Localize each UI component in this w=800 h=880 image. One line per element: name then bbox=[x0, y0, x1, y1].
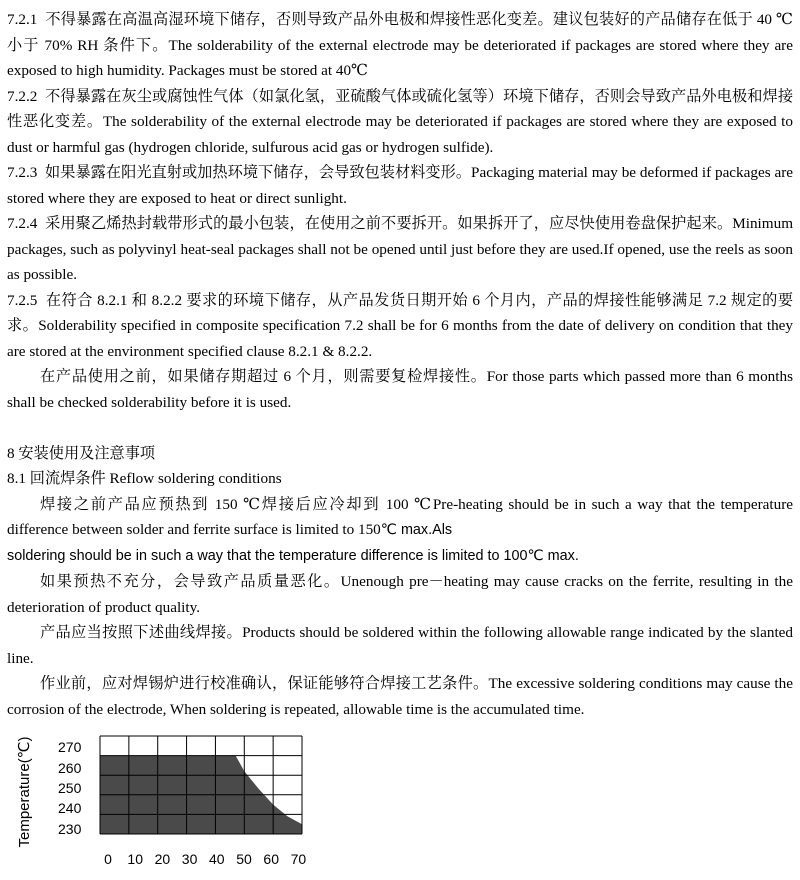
preheat-warning: 如果预热不充分，会导致产品质量恶化。Unenough pre－heating may cause cracks on the ferrite, resulting in the deterioration of product quality. bbox=[7, 573, 793, 616]
y-tick-label: 240 bbox=[58, 800, 82, 816]
clause-text: 采用聚乙烯热封载带形式的最小包装，在使用之前不要拆开。如果拆开了，应尽快使用卷盘保护起来。Minimum packages, such as polyvinyl heat-seal packages shall not be opened until just before they are used.If opened, use the reels as soon as possible. bbox=[7, 215, 794, 283]
y-tick-label: 270 bbox=[58, 739, 82, 755]
section-8-1-heading: 8.1 回流焊条件 Reflow soldering conditions bbox=[7, 470, 282, 487]
calibration-note: 作业前，应对焊锡炉进行校准确认，保证能够符合焊接工艺条件。The excessive soldering conditions may cause the corrosion of the electrode, When soldering is repeated, allowable time is the accumulated time. bbox=[7, 675, 793, 718]
x-tick-label: 10 bbox=[127, 851, 143, 867]
x-tick-label: 60 bbox=[263, 851, 279, 867]
clause-number: 7.2.5 bbox=[7, 291, 38, 309]
clause-7-2-2 bbox=[7, 84, 793, 161]
clause-number: 7.2.3 bbox=[7, 164, 38, 181]
x-tick-label: 40 bbox=[209, 851, 225, 867]
preheat-text: 焊接之前产品应预热到 150 ℃焊接后应冷却到 100 ℃Pre-heating should be in such a way that the temperature difference between solder and ferrite surface is limited to 150 bbox=[7, 495, 793, 538]
clause-number: 7.2.4 bbox=[7, 215, 38, 232]
y-tick-label: 250 bbox=[58, 780, 82, 796]
y-tick-label: 260 bbox=[58, 760, 82, 776]
clause-7-2-3 bbox=[7, 160, 793, 211]
clause-7-2-5 bbox=[7, 288, 793, 365]
section-8-heading: 8 安装使用及注意事项 bbox=[7, 444, 156, 462]
preheat-paragraph-cont: soldering should be in such a way that the temperature difference is limited to 100℃ max. bbox=[7, 547, 579, 564]
y-tick-labels bbox=[58, 739, 82, 837]
clause-7-2-4 bbox=[7, 211, 793, 288]
x-tick-label: 50 bbox=[236, 851, 252, 867]
preheat-text-tail: ℃ max.Als bbox=[380, 522, 453, 538]
curve-instruction: 产品应当按照下述曲线焊接。Products should be soldered within the following allowable range indicated by the slanted line. bbox=[7, 624, 793, 667]
x-tick-labels bbox=[104, 851, 306, 867]
storage-note: 在产品使用之前，如果储存期超过 6 个月，则需要复检焊接性。For those parts which passed more than 6 months shall be checked solderability before it is used. bbox=[7, 368, 793, 411]
x-tick-label: 20 bbox=[154, 851, 171, 867]
x-tick-label: 0 bbox=[104, 851, 112, 867]
clause-text: 不得暴露在高温高湿环境下储存，否则导致产品外电极和焊接性恶化变差。建议包装好的产品储存在低于 40 ℃小于 70% RH 条件下。The solderability of the external electrode may be deteriorated if packages are stored where they are exposed to high humidity. Packages must be stored at 40℃ bbox=[7, 11, 793, 79]
y-axis-label: Temperature(℃) bbox=[16, 736, 33, 848]
x-tick-label: 30 bbox=[181, 851, 198, 867]
y-tick-label: 230 bbox=[58, 821, 82, 837]
clause-7-2-1 bbox=[7, 7, 793, 84]
clause-text: 不得暴露在灰尘或腐蚀性气体（如氯化氢，亚硫酸气体或硫化氢等）环境下储存，否则会导致产品外电极和焊接性恶化变差。The solderability of the external electrode may be deteriorated if packages are stored where they are exposed to dust or harmful gas (hydrogen chloride, sulfurous acid gas or hydrogen sulfide). bbox=[7, 87, 794, 156]
clause-text: 在符合 8.2.1 和 8.2.2 要求的环境下储存，从产品发货日期开始 6 个月内，产品的焊接性能够满足 7.2 规定的要求。Solderability specified in composite specification 7.2 shall be for 6 months from the date of delivery on condition that they are stored at the environment specified clause 8.2.1 & 8.2.2. bbox=[7, 291, 794, 360]
clause-text: 如果暴露在阳光直射或加热环境下储存，会导致包装材料变形。Packaging material may be deformed if packages are stored where they are exposed to heat or direct sunlight. bbox=[7, 164, 793, 207]
spacer bbox=[7, 415, 793, 441]
preheat-paragraph bbox=[7, 492, 793, 544]
reflow-chart bbox=[0, 726, 340, 876]
clause-number: 7.2.2 bbox=[7, 87, 38, 105]
clause-number: 7.2.1 bbox=[7, 11, 38, 28]
x-tick-label: 70 bbox=[290, 851, 307, 867]
storage-section bbox=[7, 7, 793, 722]
